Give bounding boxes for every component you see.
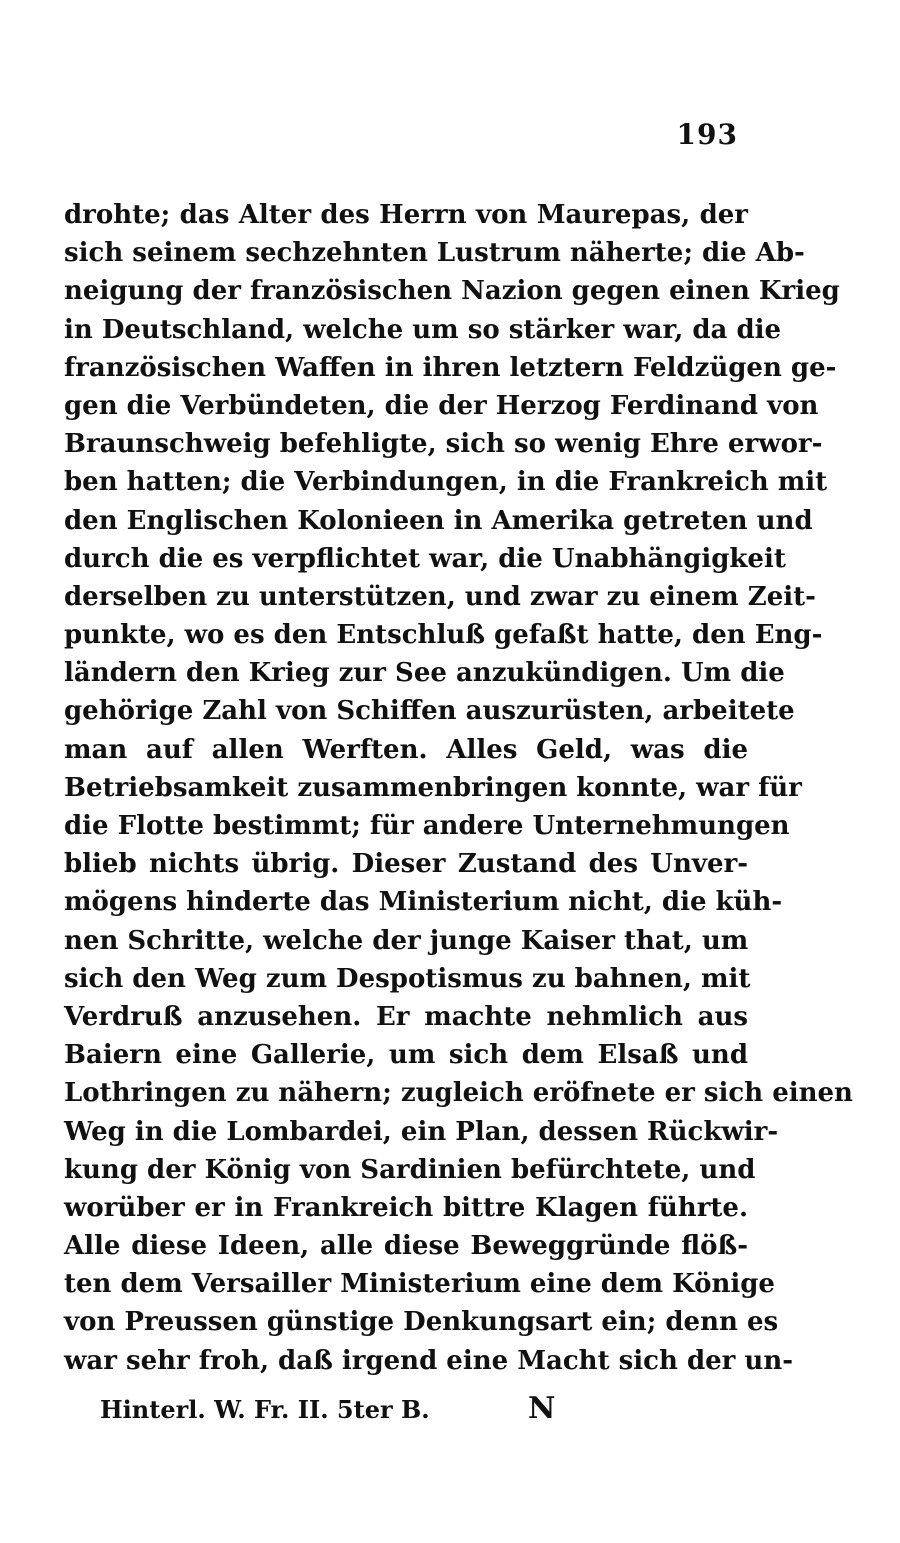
text-line: nen Schritte, welche der junge Kaiser that, um [64,925,749,956]
text-line: ben hatten; die Verbindungen, in die Frankreich mit [64,467,828,498]
text-line: den Englischen Kolonieen in Amerika getreten und [64,505,813,536]
text-line: Lothringen zu nähern; zugleich eröfnete er sich einen [64,1078,853,1109]
text-line: Weg in die Lombardei, ein Plan, dessen Rückwir- [64,1116,779,1147]
text-line: mögens hinderte das Ministerium nicht, die küh- [64,887,783,918]
text-line: ländern den Krieg zur See anzukündigen. Um die [64,658,785,689]
text-line: sich seinem sechzehnten Lustrum näherte; die Ab- [64,238,805,269]
text-line: durch die es verpflichtet war, die Unabhängigkeit [64,543,786,574]
text-line: man auf allen Werften. Alles Geld, was die [64,734,748,765]
text-line: gehörige Zahl von Schiffen auszurüsten, arbeitete [64,696,795,727]
text-line: sich den Weg zum Despotismus zu bahnen, mit [64,963,751,994]
printer-signature: Hinterl. W. Fr. II. 5ter B. [100,1395,430,1424]
text-line: drohte; das Alter des Herrn von Maurepas, der [64,200,748,230]
text-line: war sehr froh, daß irgend eine Macht sich der un- [64,1345,794,1376]
body-text [64,196,853,1380]
text-line: punkte, wo es den Entschluß gefaßt hatte, den Eng- [64,620,823,651]
text-line: Verdruß anzusehen. Er machte nehmlich aus [64,1001,748,1032]
text-line: von Preussen günstige Denkungsart ein; denn es [64,1307,779,1338]
text-line: Baiern eine Gallerie, um sich dem Elsaß und [64,1040,748,1071]
text-line: blieb nichts übrig. Dieser Zustand des Unver- [64,849,748,880]
text-line: kung der König von Sardinien befürchtete, und [64,1154,756,1185]
text-line: Alle diese Ideen, alle diese Beweggründe flöß- [64,1231,748,1262]
text-line: gen die Verbündeten, die der Herzog Ferdinand von [64,390,819,421]
page-number: 193 [676,118,738,151]
text-line: die Flotte bestimmt; für andere Unternehmungen [64,811,790,841]
text-line: worüber er in Frankreich bittre Klagen führte. [64,1192,748,1223]
text-line: in Deutschland, welche um so stärker war, da die [64,314,782,345]
text-line: Braunschweig befehligte, sich so wenig Ehre erwor- [64,429,823,460]
text-line: neigung der französischen Nazion gegen einen Krieg [64,276,840,307]
text-line: derselben zu unterstützen, und zwar zu einem Zeit- [64,581,816,612]
text-line: Betriebsamkeit zusammenbringen konnte, war für [64,772,802,803]
text-line: ten dem Versailler Ministerium eine dem Könige [64,1269,775,1300]
page-footer [100,1391,570,1435]
text-line: französischen Waffen in ihren letztern Feldzügen ge- [64,352,837,383]
signature-mark: N [528,1391,556,1426]
